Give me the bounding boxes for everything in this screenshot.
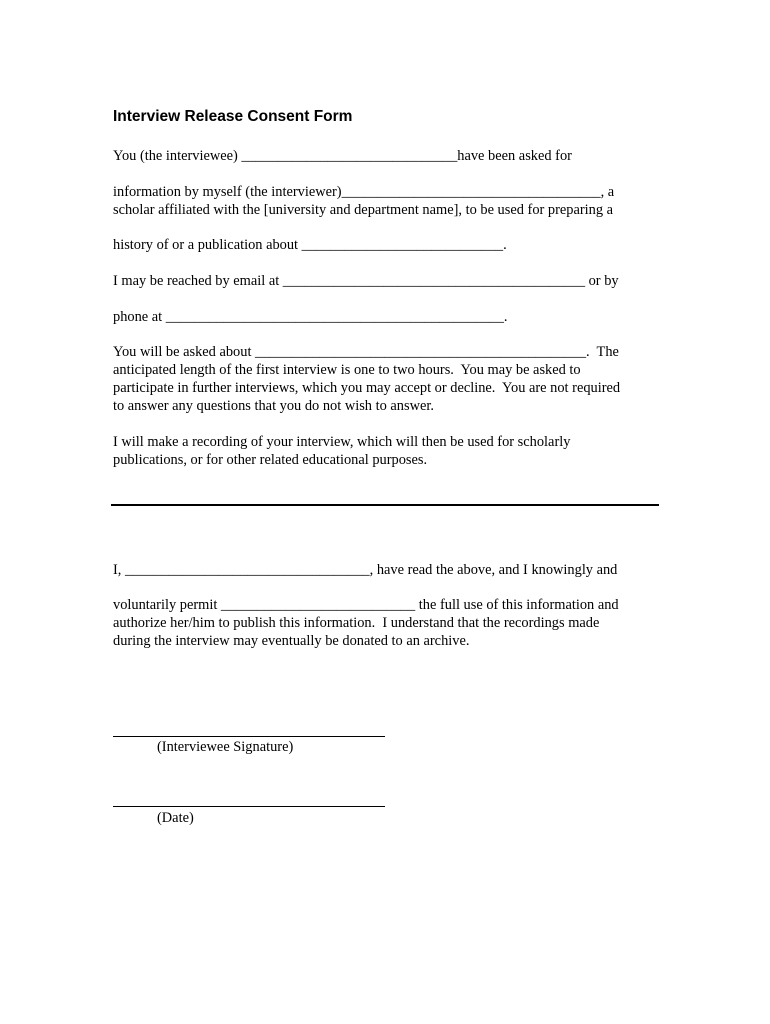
- paragraph-line-affiliation: scholar affiliated with the [university and department name], to be used for preparing a: [113, 202, 614, 218]
- signature-line[interactable]: [113, 736, 385, 737]
- paragraph-line-interviewee: You (the interviewee) ______________________________have been asked for: [113, 148, 572, 164]
- date-line[interactable]: [113, 806, 385, 807]
- paragraph-line-recording: I will make a recording of your interview, which will then be used for scholarly: [113, 434, 571, 450]
- paragraph-line-publication: history of or a publication about ____________________________.: [113, 237, 507, 253]
- paragraph-line-interviewer: information by myself (the interviewer)____________________________________, a: [113, 184, 615, 200]
- consent-line-archive: during the interview may eventually be donated to an archive.: [113, 633, 470, 649]
- paragraph-line-topic: You will be asked about ______________________________________________. The: [113, 344, 619, 360]
- page-title: Interview Release Consent Form: [113, 108, 353, 125]
- paragraph-line-phone: phone at _______________________________________________.: [113, 309, 508, 325]
- paragraph-line-answer: to answer any questions that you do not wish to answer.: [113, 398, 434, 414]
- paragraph-line-further: participate in further interviews, which you may accept or decline. You are not required: [113, 380, 621, 396]
- consent-line-authorize: authorize her/him to publish this information. I understand that the recordings made: [113, 615, 600, 631]
- section-divider: [111, 504, 659, 506]
- consent-line-name: I, __________________________________, have read the above, and I knowingly and: [113, 562, 618, 578]
- consent-line-permit: voluntarily permit ___________________________ the full use of this information and: [113, 597, 619, 613]
- date-label: (Date): [157, 810, 194, 826]
- paragraph-line-email: I may be reached by email at __________________________________________ or by: [113, 273, 619, 289]
- paragraph-line-publications: publications, or for other related educational purposes.: [113, 452, 428, 468]
- paragraph-line-length: anticipated length of the first interview is one to two hours. You may be asked to: [113, 362, 581, 378]
- signature-label: (Interviewee Signature): [157, 739, 294, 755]
